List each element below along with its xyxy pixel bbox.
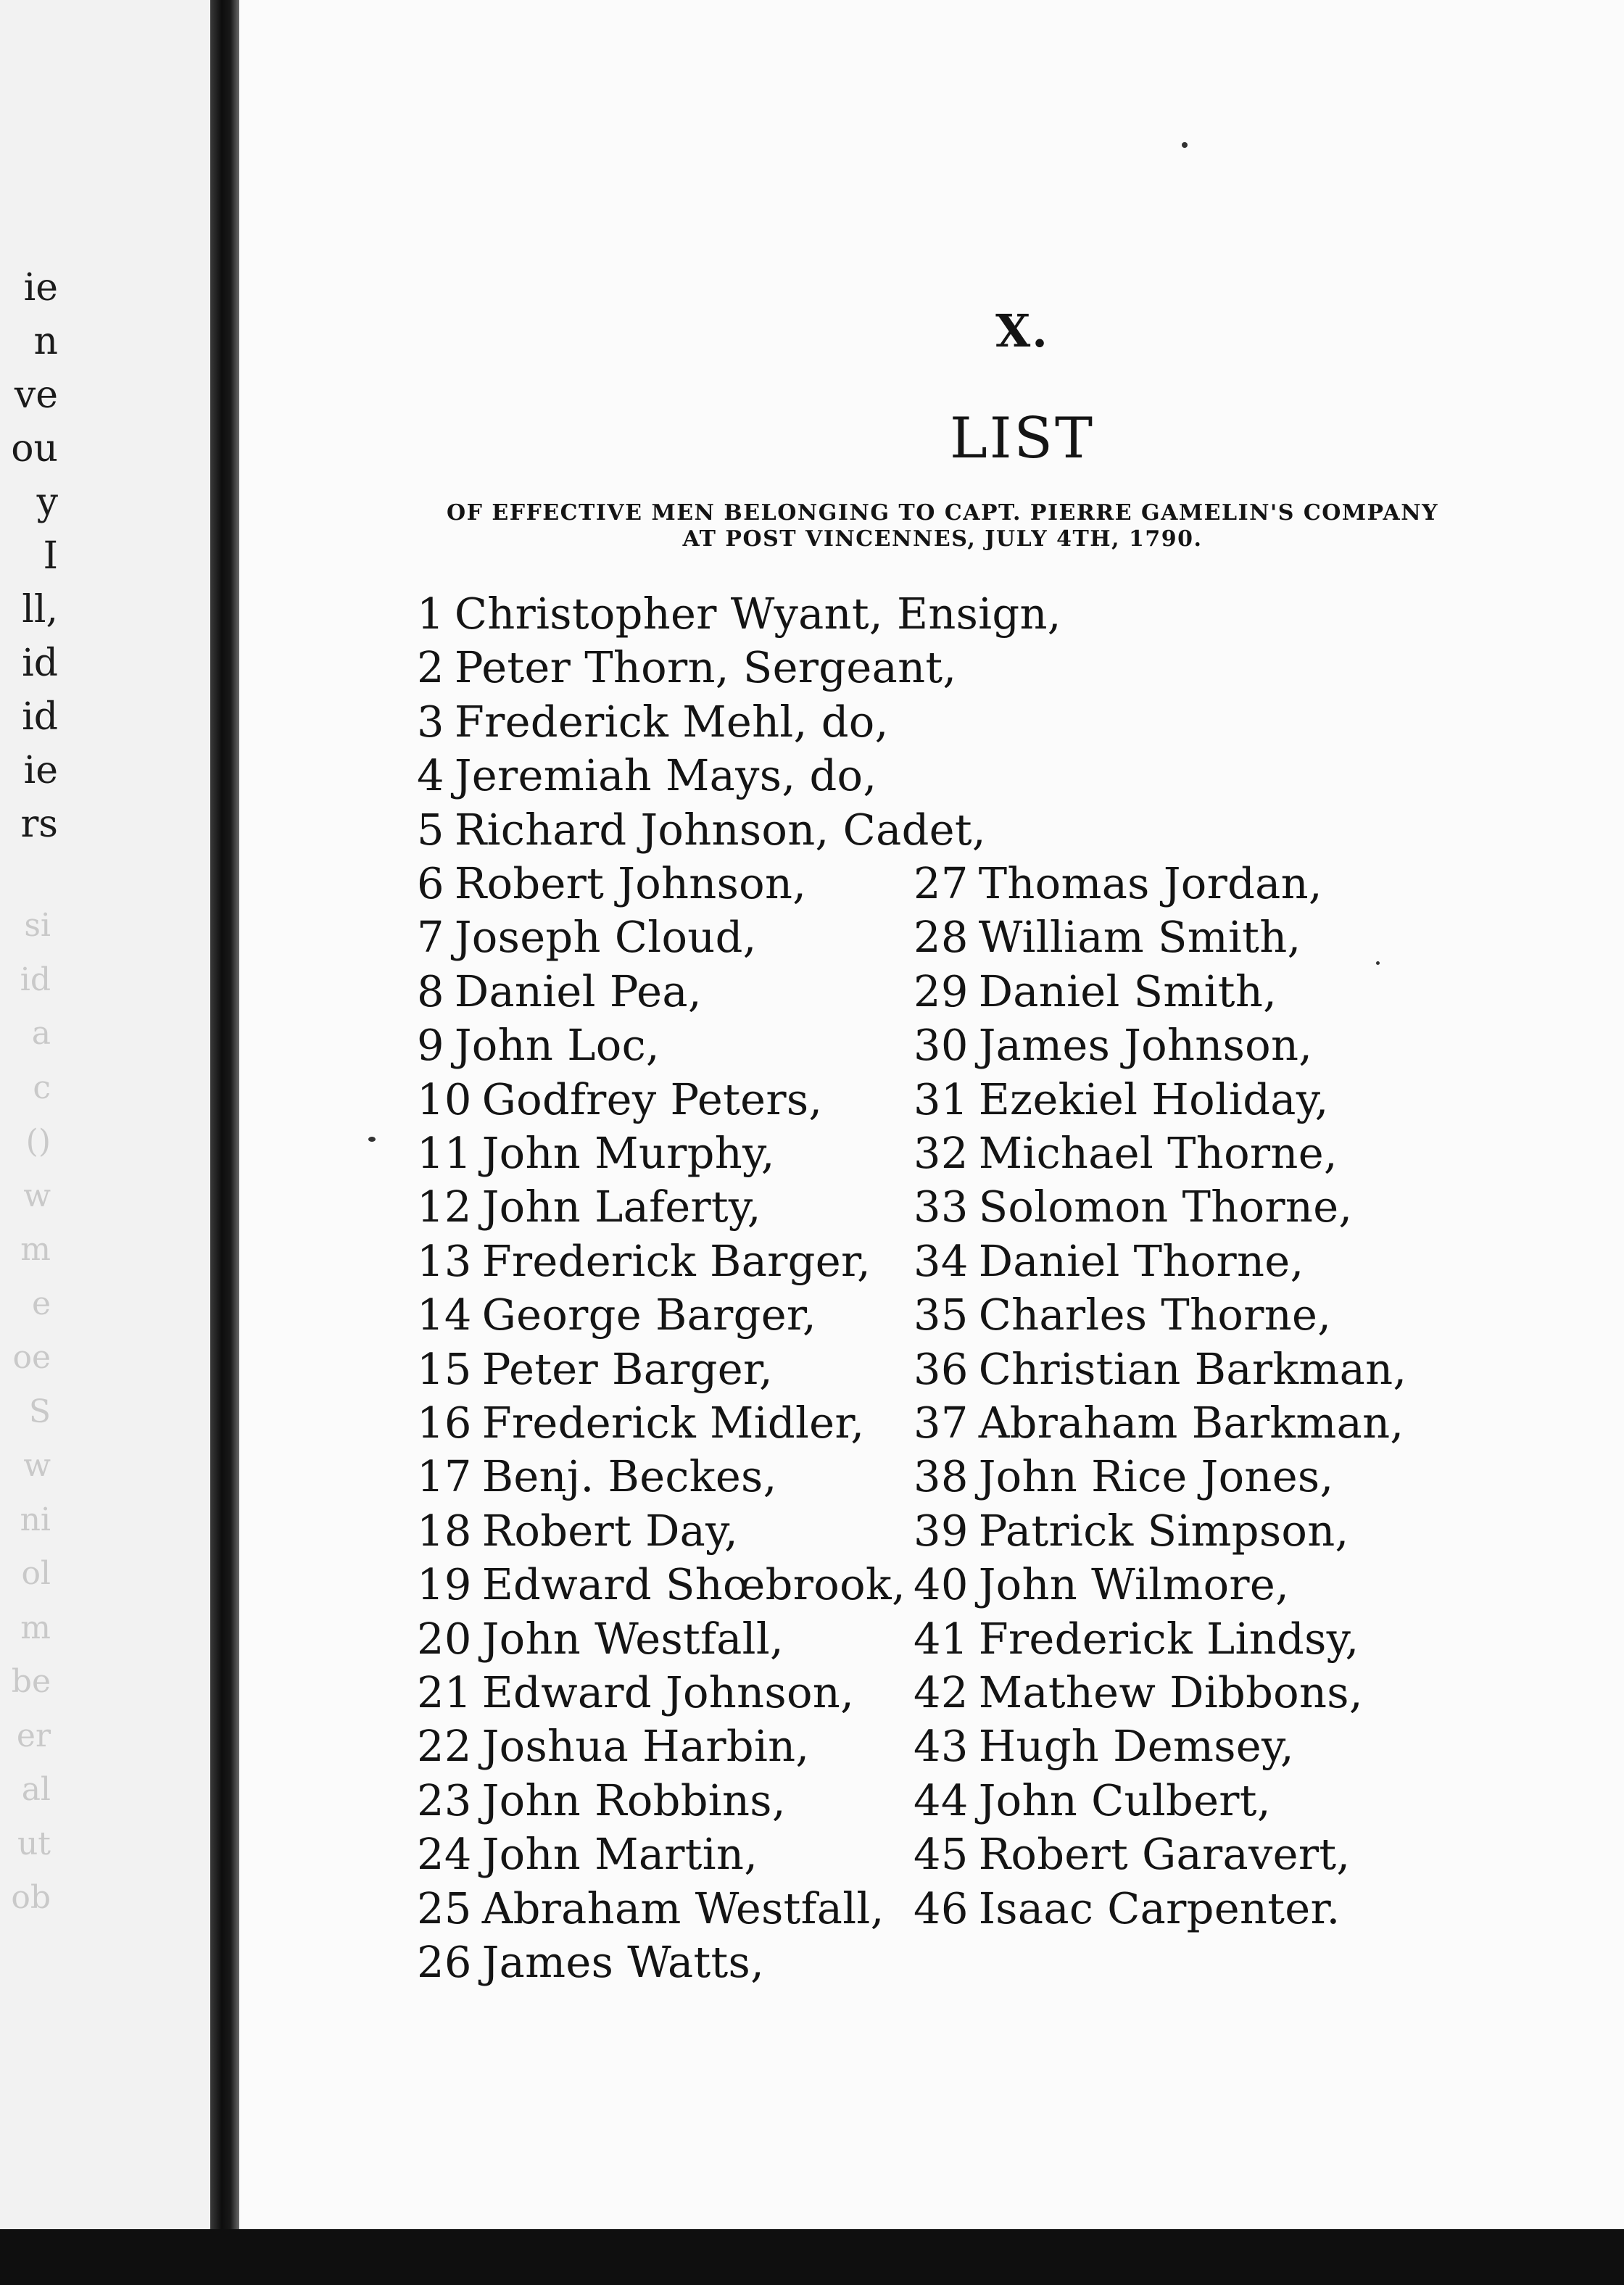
- roster-entry-number: 42: [914, 1667, 969, 1717]
- roster-entry-number: 22: [417, 1721, 472, 1772]
- facing-page-fragment: er: [16, 1717, 51, 1754]
- roster-entry: [914, 1450, 1334, 1504]
- roster-entry-name: John Loc,: [454, 1020, 660, 1071]
- roster-entry-number: 32: [914, 1128, 969, 1178]
- roster-entry: [417, 1343, 773, 1396]
- roster-entry-name: Peter Thorn, Sergeant,: [454, 642, 957, 693]
- roster-entry-number: 8: [417, 966, 444, 1016]
- roster-entry-name: James Watts,: [481, 1937, 765, 1987]
- roster-entry-name: Frederick Mehl, do,: [454, 696, 889, 747]
- print-speck: [368, 1137, 376, 1142]
- roster-entry-name: Edward Johnson,: [481, 1667, 855, 1717]
- book-gutter: [210, 0, 239, 2285]
- roster-entry-number: 33: [914, 1182, 969, 1232]
- roster-entry: [417, 1882, 884, 1936]
- roster-entry-number: 27: [914, 858, 969, 908]
- roster-entry: [417, 911, 757, 964]
- roster-entry-name: Abraham Barkman,: [978, 1398, 1404, 1448]
- facing-page-fragment: ve: [14, 373, 58, 417]
- roster-entry: [914, 1882, 1341, 1936]
- roster-entry: [417, 1612, 784, 1666]
- roster-entry-name: Frederick Barger,: [481, 1235, 871, 1286]
- facing-page-fragment: w: [23, 1447, 51, 1484]
- roster-entry-name: Robert Johnson,: [454, 858, 807, 908]
- roster-entry-number: 2: [417, 642, 444, 693]
- roster-entry: [417, 1450, 777, 1504]
- roster-entry-name: Benj. Beckes,: [481, 1451, 777, 1502]
- roster-entry: [417, 1396, 864, 1450]
- facing-page-fragment: (): [25, 1123, 51, 1160]
- roster-entry-number: 7: [417, 912, 444, 963]
- roster-entry-number: 15: [417, 1343, 472, 1394]
- roster-entry-name: Patrick Simpson,: [978, 1505, 1349, 1556]
- roster-entry: [914, 911, 1301, 964]
- roster-entry: [914, 1558, 1289, 1612]
- roster-entry-number: 28: [914, 912, 969, 963]
- roster-entry-name: John Robbins,: [481, 1775, 786, 1825]
- roster-entry: [914, 1180, 1352, 1234]
- roster-entry-name: Joshua Harbin,: [481, 1721, 810, 1772]
- facing-page-fragment: id: [22, 642, 58, 685]
- roster-entry-number: 19: [417, 1559, 472, 1610]
- roster-entry: [914, 1396, 1404, 1450]
- roster-entry: [417, 1936, 764, 1989]
- roster-entry: [914, 1504, 1349, 1558]
- facing-page-fragment: ll,: [22, 588, 58, 631]
- roster-entry-number: 6: [417, 858, 444, 908]
- facing-page-fragment: ni: [20, 1501, 51, 1538]
- print-speck: [1376, 961, 1380, 965]
- roster-entry-name: Isaac Carpenter.: [978, 1883, 1341, 1933]
- roster-entry-name: Daniel Thorne,: [978, 1235, 1304, 1286]
- roster-entry: [914, 1774, 1271, 1828]
- roster-entry-name: Ezekiel Holiday,: [978, 1074, 1329, 1124]
- roster-entry-name: Mathew Dibbons,: [978, 1667, 1363, 1717]
- roster-entry-name: James Johnson,: [978, 1020, 1313, 1071]
- facing-page-fragment: ob: [11, 1879, 51, 1916]
- facing-page-fragment: m: [20, 1609, 51, 1646]
- facing-page-fragment: c: [33, 1069, 51, 1106]
- facing-page-fragment: a: [31, 1015, 51, 1052]
- facing-page-fragment: si: [24, 907, 51, 944]
- roster-entry-name: John Murphy,: [481, 1128, 775, 1178]
- facing-page-text-fragments: [0, 261, 58, 851]
- roster-entry: [417, 587, 1061, 641]
- roster-entry: [417, 1666, 854, 1720]
- roster-entry-number: 11: [417, 1128, 472, 1178]
- roster-entry-name: Peter Barger,: [481, 1343, 774, 1394]
- roster-entry-name: Michael Thorne,: [978, 1128, 1338, 1178]
- roster-entry-name: George Barger,: [481, 1290, 816, 1340]
- roster-entry-name: Joseph Cloud,: [454, 912, 757, 963]
- roster-entry-name: John Laferty,: [481, 1182, 761, 1232]
- roster-entry-name: Edward Shœbrook,: [481, 1559, 906, 1610]
- roster-entry-name: Jeremiah Mays, do,: [454, 750, 877, 801]
- roster-entry-name: Hugh Demsey,: [978, 1721, 1294, 1772]
- facing-page-fragment: id: [22, 695, 58, 739]
- facing-page-fragment: w: [23, 1177, 51, 1214]
- roster-entry-name: Abraham Westfall,: [481, 1883, 884, 1933]
- roster-entry-name: Frederick Midler,: [481, 1398, 865, 1448]
- document-page: [239, 0, 1624, 2229]
- roster-entry: [417, 1288, 816, 1342]
- roster-entry-number: 12: [417, 1182, 472, 1232]
- facing-page-fragment: ie: [23, 749, 58, 792]
- facing-page-faint-fragments: [0, 899, 51, 1925]
- facing-page-fragment: y: [36, 481, 58, 524]
- roster-entry-number: 1: [417, 589, 444, 639]
- roster-entry: [914, 1720, 1294, 1773]
- roster-entry: [914, 1666, 1363, 1720]
- roster-entry-number: 46: [914, 1883, 969, 1933]
- scan-bottom-edge: [0, 2229, 1624, 2285]
- section-numeral: X.: [995, 304, 1049, 357]
- roster-entry-number: 18: [417, 1505, 472, 1556]
- roster-entry-number: 24: [417, 1829, 472, 1880]
- roster-entry-number: 20: [417, 1613, 472, 1664]
- roster-entry-name: Richard Johnson, Cadet,: [454, 804, 986, 855]
- roster-entry-name: John Westfall,: [481, 1613, 784, 1664]
- roster-entry-number: 31: [914, 1074, 969, 1124]
- roster-entry-number: 5: [417, 804, 444, 855]
- facing-page-fragment: e: [31, 1285, 51, 1322]
- roster-entry: [914, 1127, 1338, 1180]
- roster-entry-name: Robert Day,: [481, 1505, 739, 1556]
- roster-entry-name: Daniel Smith,: [978, 966, 1277, 1016]
- facing-page-fragment: ie: [23, 266, 58, 310]
- roster-entry-number: 25: [417, 1883, 472, 1933]
- roster-entry-number: 21: [417, 1667, 472, 1717]
- roster-entry-name: Charles Thorne,: [978, 1290, 1332, 1340]
- facing-page-fragment: be: [11, 1663, 51, 1700]
- roster-entry-number: 44: [914, 1775, 969, 1825]
- roster-entry-number: 13: [417, 1235, 472, 1286]
- roster-entry-name: Solomon Thorne,: [978, 1182, 1353, 1232]
- roster-entry-number: 36: [914, 1343, 969, 1394]
- roster-entry-name: Christian Barkman,: [978, 1343, 1407, 1394]
- roster-entry-number: 10: [417, 1074, 472, 1124]
- roster-entry: [914, 1073, 1329, 1127]
- roster-entry-name: Frederick Lindsy,: [978, 1613, 1359, 1664]
- facing-page: [0, 0, 210, 2285]
- roster-entry: [417, 1073, 822, 1127]
- roster-entry-number: 43: [914, 1721, 969, 1772]
- roster-entry: [914, 965, 1277, 1019]
- roster-entry: [914, 857, 1322, 911]
- subheading-line-2: AT POST VINCENNES, JULY 4TH, 1790.: [682, 526, 1203, 552]
- roster-entry: [417, 695, 889, 749]
- roster-entry: [417, 1828, 758, 1881]
- roster-entry-number: 35: [914, 1290, 969, 1340]
- facing-page-fragment: rs: [20, 803, 58, 846]
- roster-entry-name: Robert Garavert,: [978, 1829, 1351, 1880]
- roster-entry: [417, 803, 986, 857]
- roster-entry: [417, 1235, 871, 1288]
- roster-entry-number: 45: [914, 1829, 969, 1880]
- roster-entry-name: William Smith,: [978, 912, 1301, 963]
- roster-entry-number: 30: [914, 1020, 969, 1071]
- facing-page-fragment: id: [20, 961, 51, 998]
- roster-entry-name: John Culbert,: [978, 1775, 1271, 1825]
- roster-entry-number: 23: [417, 1775, 472, 1825]
- roster-entry-number: 26: [417, 1937, 472, 1987]
- facing-page-fragment: al: [21, 1771, 51, 1808]
- roster-entry: [417, 1558, 906, 1612]
- roster-entry: [417, 749, 877, 803]
- roster-entry-number: 4: [417, 750, 444, 801]
- roster-entry: [417, 1019, 660, 1072]
- roster-entry-number: 16: [417, 1398, 472, 1448]
- roster-entry: [914, 1828, 1350, 1881]
- roster-entry-name: Christopher Wyant, Ensign,: [454, 589, 1061, 639]
- roster-entry: [417, 1504, 738, 1558]
- roster-entry: [417, 857, 806, 911]
- facing-page-fragment: I: [43, 534, 58, 578]
- roster-entry-number: 37: [914, 1398, 969, 1448]
- roster-entry-number: 17: [417, 1451, 472, 1502]
- facing-page-fragment: oe: [12, 1339, 51, 1376]
- facing-page-fragment: S: [28, 1393, 51, 1430]
- list-subheading: [420, 500, 1464, 552]
- roster-entry-number: 38: [914, 1451, 969, 1502]
- roster-entry: [417, 1180, 761, 1234]
- roster-entry-number: 34: [914, 1235, 969, 1286]
- roster-entry-number: 29: [914, 966, 969, 1016]
- roster-entry-number: 41: [914, 1613, 969, 1664]
- roster-entry: [914, 1019, 1312, 1072]
- facing-page-fragment: m: [20, 1231, 51, 1268]
- roster-entry: [914, 1288, 1331, 1342]
- roster-entry: [417, 965, 702, 1019]
- roster-entry-name: John Wilmore,: [978, 1559, 1290, 1610]
- roster-entry: [914, 1612, 1359, 1666]
- facing-page-fragment: ou: [11, 427, 58, 470]
- roster-entry-number: 40: [914, 1559, 969, 1610]
- print-speck: [1182, 142, 1188, 148]
- facing-page-fragment: n: [33, 320, 58, 363]
- roster-entry-name: Godfrey Peters,: [481, 1074, 823, 1124]
- subheading-line-1: OF EFFECTIVE MEN BELONGING TO CAPT. PIERRE GAMELIN'S COMPANY: [446, 500, 1439, 526]
- roster-entry: [417, 1774, 786, 1828]
- roster-entry-name: John Rice Jones,: [978, 1451, 1334, 1502]
- roster-entry: [417, 1720, 810, 1773]
- roster-entry-number: 3: [417, 696, 444, 747]
- roster-entry: [417, 641, 956, 694]
- roster-entry-number: 9: [417, 1020, 444, 1071]
- roster-entry-name: Thomas Jordan,: [978, 858, 1322, 908]
- roster-entry-number: 14: [417, 1290, 472, 1340]
- facing-page-fragment: ol: [21, 1555, 51, 1592]
- roster-entry: [914, 1235, 1304, 1288]
- roster-entry-name: Daniel Pea,: [454, 966, 702, 1016]
- roster-entry-name: John Martin,: [481, 1829, 758, 1880]
- list-heading: LIST: [949, 406, 1095, 471]
- roster-entry-number: 39: [914, 1505, 969, 1556]
- roster-entry: [417, 1127, 775, 1180]
- facing-page-fragment: ut: [17, 1825, 51, 1862]
- roster-entry: [914, 1343, 1406, 1396]
